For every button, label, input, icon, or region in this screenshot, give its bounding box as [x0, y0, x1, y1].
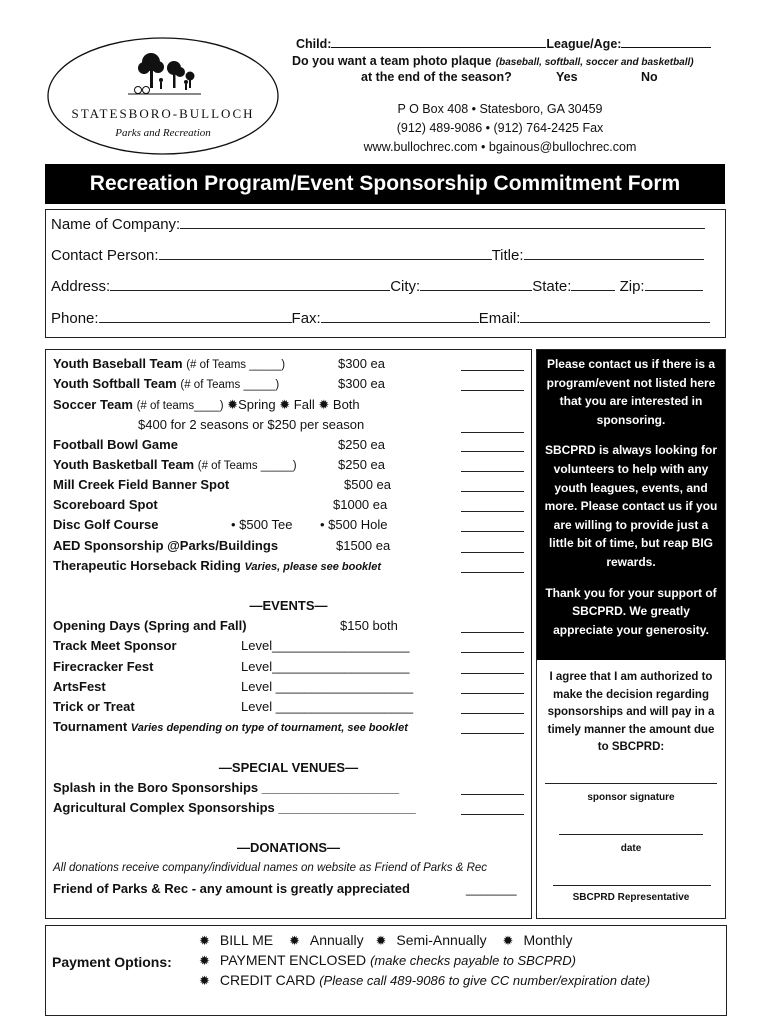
list-item-aed: AED Sponsorship @Parks/Buildings: [53, 538, 279, 553]
semi-annually-option[interactable]: Semi-Annually: [396, 932, 487, 948]
no-option[interactable]: No: [641, 70, 658, 84]
child-field[interactable]: [331, 33, 546, 48]
level-field-trickortreat[interactable]: Level ___________________: [241, 699, 414, 714]
date-field[interactable]: [559, 834, 703, 835]
flower-icon[interactable]: ✹: [279, 397, 291, 412]
price-millcreek: $500 ea: [344, 477, 391, 492]
company-info-box: [45, 209, 726, 338]
authorization-text: I agree that I am authorized to make the decision regarding sponsorships and will pay in a timely manner the amount due to SBCPRD:: [547, 671, 715, 753]
sidebar-contact-text: Please contact us if there is a program/event not listed here that you are interested in sponsoring.: [546, 357, 716, 427]
flower-icon[interactable]: ✹: [288, 933, 300, 948]
child-league-line: [296, 33, 711, 51]
amount-field-trackmeet[interactable]: [461, 640, 524, 653]
sidebar-thanks-text: Thank you for your support of SBCPRD. We greatly appreciate your generosity.: [545, 585, 717, 637]
level-field-firecracker[interactable]: Level___________________: [241, 659, 410, 674]
form-title: Recreation Program/Event Sponsorship Commitment Form: [45, 164, 725, 204]
date-label: date: [620, 843, 642, 854]
amount-field-basketball[interactable]: [461, 459, 524, 472]
representative-field[interactable]: [553, 885, 711, 886]
amount-field-football[interactable]: [461, 439, 524, 452]
list-item-tournament: Tournament Varies depending on type of tournament, see booklet: [53, 719, 408, 734]
price-aed: $1500 ea: [336, 538, 391, 553]
payment-line-enclosed: [199, 952, 576, 969]
state-field[interactable]: [571, 277, 615, 291]
signature-label: sponsor signature: [587, 792, 675, 803]
amount-field-millcreek[interactable]: [461, 479, 524, 492]
logo-name: STATESBORO-BULLOCH: [71, 106, 255, 121]
amount-field-discgolf[interactable]: [461, 519, 524, 532]
plaque-question: [292, 52, 694, 70]
bill-me-option[interactable]: BILL ME: [219, 932, 274, 948]
contact-field[interactable]: [159, 246, 492, 260]
sidebar-info-block: [537, 350, 725, 660]
logo: [46, 36, 280, 156]
flower-icon[interactable]: ✹: [375, 933, 387, 948]
contact-row: [51, 246, 704, 264]
sponsorship-list: [45, 349, 532, 919]
amount-field-tournament[interactable]: [461, 721, 524, 734]
amount-field-horseback[interactable]: [461, 560, 524, 573]
zip-field[interactable]: [645, 277, 703, 291]
list-item-softball: Youth Softball Team (# of Teams _____): [53, 376, 280, 391]
address-row: [51, 277, 703, 295]
address-label: Address:: [51, 278, 111, 295]
annually-option[interactable]: Annually: [309, 932, 364, 948]
flower-icon[interactable]: ✹: [199, 933, 210, 948]
yes-option[interactable]: Yes: [556, 70, 578, 84]
list-item-baseball: Youth Baseball Team (# of Teams _____): [53, 356, 286, 371]
list-item-firecracker: Firecracker Fest: [53, 659, 154, 674]
web-email: www.bullochrec.com • bgainous@bullochrec.com: [363, 140, 637, 154]
flower-icon[interactable]: ✹: [199, 973, 210, 988]
donations-heading: —DONATIONS—: [236, 840, 341, 855]
company-label: Name of Company:: [51, 216, 181, 233]
fax-field[interactable]: [321, 309, 479, 323]
price-baseball: $300 ea: [338, 356, 385, 371]
payment-line-credit: [199, 972, 650, 989]
flower-icon[interactable]: ✹: [227, 397, 239, 412]
payment-options-box: [45, 925, 727, 1016]
plaque-note: (baseball, softball, soccer and basketball): [495, 57, 694, 68]
price-basketball: $250 ea: [338, 457, 385, 472]
list-item-friend: Friend of Parks & Rec - any amount is greatly appreciated: [53, 881, 410, 896]
level-field-artsfest[interactable]: Level ___________________: [241, 679, 414, 694]
phone-label: Phone:: [51, 310, 99, 327]
mailing-address: P O Box 408 • Statesboro, GA 30459: [397, 102, 603, 116]
amount-field-artsfest[interactable]: [461, 681, 524, 694]
list-item-basketball: Youth Basketball Team (# of Teams _____): [53, 457, 297, 472]
signature-field[interactable]: [545, 783, 717, 784]
flower-icon[interactable]: ✹: [318, 397, 330, 412]
contact-label: Contact Person:: [51, 247, 159, 264]
price-football: $250 ea: [338, 437, 385, 452]
fax-label: Fax:: [291, 310, 321, 327]
flower-icon[interactable]: ✹: [502, 933, 514, 948]
list-item-artsfest: ArtsFest: [53, 679, 106, 694]
address-field[interactable]: [110, 277, 390, 291]
list-item-agri[interactable]: Agricultural Complex Sponsorships ___________________: [53, 800, 416, 815]
child-label: Child:: [296, 37, 332, 51]
flower-icon[interactable]: ✹: [199, 953, 210, 968]
list-item-opening: Opening Days (Spring and Fall): [53, 618, 247, 633]
league-field[interactable]: [621, 33, 711, 48]
list-item-scoreboard: Scoreboard Spot: [53, 497, 158, 512]
city-label: City:: [390, 278, 421, 295]
league-label: League/Age:: [546, 37, 622, 51]
company-row: [51, 215, 705, 233]
list-item-football: Football Bowl Game: [53, 437, 178, 452]
list-item-splash[interactable]: Splash in the Boro Sponsorships ___________________: [53, 780, 400, 795]
payment-enclosed-note: (make checks payable to SBCPRD): [370, 953, 576, 968]
title-field[interactable]: [524, 246, 704, 260]
price-scoreboard: $1000 ea: [333, 497, 388, 512]
credit-card-option[interactable]: CREDIT CARD: [219, 972, 316, 988]
company-field[interactable]: [180, 215, 705, 229]
sidebar-volunteer-text: SBCPRD is always looking for volunteers to help with any youth leagues, events, and more. Please contact us if you are willing to provide just a little bit of time, but reap BIG rewards.: [544, 443, 718, 569]
level-field-trackmeet[interactable]: Level___________________: [241, 638, 410, 653]
representative-label: SBCPRD Representative: [572, 892, 690, 903]
amount-field-opening[interactable]: [461, 620, 524, 633]
price-opening: $150 both: [340, 618, 398, 633]
soccer-price-line: $400 for 2 seasons or $250 per season: [138, 417, 365, 432]
plaque-question-2: at the end of the season?: [361, 70, 512, 84]
list-item-trickortreat: Trick or Treat: [53, 699, 135, 714]
state-label: State:: [532, 278, 572, 295]
payment-enclosed-option[interactable]: PAYMENT ENCLOSED: [219, 952, 367, 968]
list-item-millcreek: Mill Creek Field Banner Spot: [53, 477, 230, 492]
discgolf-hole-option[interactable]: • $500 Hole: [320, 517, 388, 532]
events-heading: —EVENTS—: [249, 598, 328, 613]
email-field[interactable]: [520, 309, 710, 323]
discgolf-tee-option[interactable]: • $500 Tee: [231, 517, 293, 532]
price-softball: $300 ea: [338, 376, 385, 391]
amount-field-friend[interactable]: _______: [466, 881, 517, 896]
list-item-trackmeet: Track Meet Sponsor: [53, 638, 177, 653]
sidebar-panel: [536, 349, 726, 919]
list-item-horseback: Therapeutic Horseback Riding Varies, please see booklet: [53, 558, 382, 573]
plaque-question-text: Do you want a team photo plaque: [292, 54, 492, 68]
amount-field-scoreboard[interactable]: [461, 499, 524, 512]
list-item-soccer: Soccer Team (# of teams____) ✹Spring ✹ Fall ✹ Both: [53, 397, 360, 412]
logo-tagline: Parks and Recreation: [115, 127, 211, 139]
city-field[interactable]: [420, 277, 532, 291]
amount-field-firecracker[interactable]: [461, 661, 524, 674]
email-label: Email:: [478, 310, 521, 327]
zip-label: Zip:: [619, 278, 645, 295]
amount-field-splash[interactable]: [461, 782, 524, 795]
list-item-discgolf: Disc Golf Course: [53, 517, 159, 532]
amount-field-aed[interactable]: [461, 540, 524, 553]
monthly-option[interactable]: Monthly: [523, 932, 573, 948]
phone-field[interactable]: [99, 309, 292, 323]
payment-line-bill: [199, 932, 572, 949]
phone-row: [51, 309, 710, 327]
donations-note: All donations receive company/individual names on website as Friend of Parks & Rec: [53, 862, 488, 874]
amount-field-softball[interactable]: [461, 378, 524, 391]
credit-card-note: (Please call 489-9086 to give CC number/expiration date): [319, 973, 651, 988]
amount-field-soccer[interactable]: [461, 420, 524, 433]
title-label: Title:: [491, 247, 524, 264]
amount-field-trickortreat[interactable]: [461, 701, 524, 714]
venues-heading: —SPECIAL VENUES—: [218, 760, 359, 775]
amount-field-baseball[interactable]: [461, 358, 524, 371]
amount-field-agri[interactable]: [461, 802, 524, 815]
payment-options-label: Payment Options:: [52, 954, 172, 970]
phone-numbers: (912) 489-9086 • (912) 764-2425 Fax: [396, 121, 604, 135]
